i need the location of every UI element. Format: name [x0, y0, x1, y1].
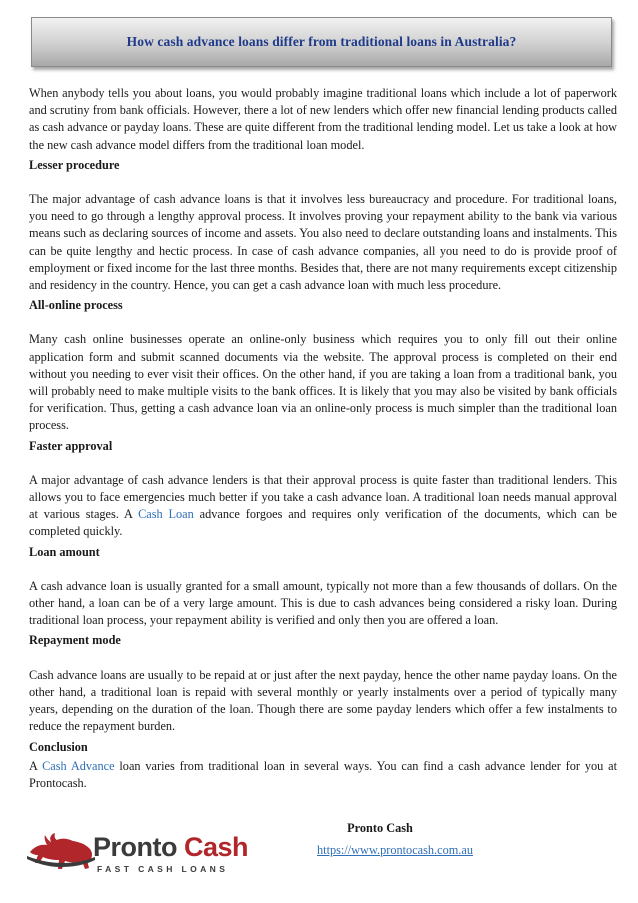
footer-website-link[interactable]: https://www.prontocash.com.au	[317, 843, 473, 857]
conclusion-text-after: loan varies from traditional loan in several ways. You can find a cash advance lender for you at Prontocash.	[29, 758, 617, 790]
logo-word-pronto: Pronto	[93, 832, 177, 862]
document-title: How cash advance loans differ from traditional loans in Australia?	[126, 34, 517, 49]
intro-paragraph: When anybody tells you about loans, you would probably imagine traditional loans which include a lot of paperwork and scrutiny from bank officials. However, there a lot of new lenders which offer new financial lending products called as cash advance or payday loans. These are quite different from the traditional lending model. Let us take a look at how the new cash advance model differs from the traditional loan model.	[29, 86, 617, 152]
faster-approval-text-before: A major advantage of cash advance lenders is that their approval process is quite faster than traditional lenders. This allows you to face emergencies much better if you take a cash advance loan. A traditional loan needs manual approval at various stages. A	[29, 472, 617, 522]
section-text-faster-approval	[29, 472, 617, 541]
conclusion-text-before: A	[29, 758, 43, 773]
section-heading-loan-amount: Loan amount	[29, 544, 100, 559]
logo-wordmark	[93, 832, 248, 863]
document-body	[29, 85, 617, 795]
cash-loan-link[interactable]: Cash Loan	[138, 507, 194, 522]
section-text-repayment-mode: Cash advance loans are usually to be repaid at or just after the next payday, hence the other name payday loans. On the other hand, a traditional loan is repaid with several monthly or yearly instalments over a period of typically many years, depending on the duration of the loan. Though there are some payday lenders which offer a few instalments to reduce the repayment burden.	[29, 667, 617, 734]
section-text-loan-amount: A cash advance loan is usually granted for a small amount, typically not more than a few thousands of dollars. On the other hand, a loan can be of a very large amount. This is due to cash advances being considered a risky loan. During traditional loan process, your repayment ability is verified and only then you are offered a loan.	[29, 578, 617, 628]
section-text-all-online: Many cash online businesses operate an online-only business which requires you to only fill out their online application form and submit scanned documents via the website. The approval process is completed on their end without you needing to ever visit their offices. On the other hand, if you are taking a loan from a traditional bank, you will probably need to make multiple visits to the bank offices. It is likely that you may also be visited by bank officials for verification. Thus, getting a cash advance loan via an online-only process is much simpler than the traditional loan process.	[29, 332, 617, 433]
logo-tagline: FAST CASH LOANS	[97, 864, 229, 874]
title-banner	[31, 17, 612, 67]
bull-icon	[27, 830, 97, 878]
section-heading-conclusion: Conclusion	[29, 739, 88, 754]
faster-approval-text-after: advance forgoes and requires only verification of the documents, which can be completed quickly.	[29, 507, 617, 539]
cash-advance-link[interactable]: Cash Advance	[42, 758, 115, 773]
section-heading-all-online: All-online process	[29, 298, 123, 313]
logo-word-cash: Cash	[184, 832, 249, 862]
pronto-cash-logo	[27, 830, 249, 878]
section-text-conclusion	[29, 758, 617, 792]
section-heading-lesser-procedure: Lesser procedure	[29, 157, 120, 172]
section-heading-repayment-mode: Repayment mode	[29, 633, 121, 648]
section-heading-faster-approval: Faster approval	[29, 438, 113, 453]
section-text-lesser-procedure: The major advantage of cash advance loans is that it involves less bureaucracy and procedure. For traditional loans, you need to go through a lengthy approval process. It involves proving your repayment ability to the bank via various means such as declaring sources of income and assets. You also need to declare outstanding loans and instalments. This can be quite lengthy and hectic process. In case of cash advance companies, all you need to do is provide proof of employment or fixed income for the last three months. Besides that, there are not many requirements except citizenship and residency in the country. Hence, you can get a cash advance loan with much less procedure.	[29, 192, 617, 293]
footer-company-name: Pronto Cash	[347, 821, 413, 835]
